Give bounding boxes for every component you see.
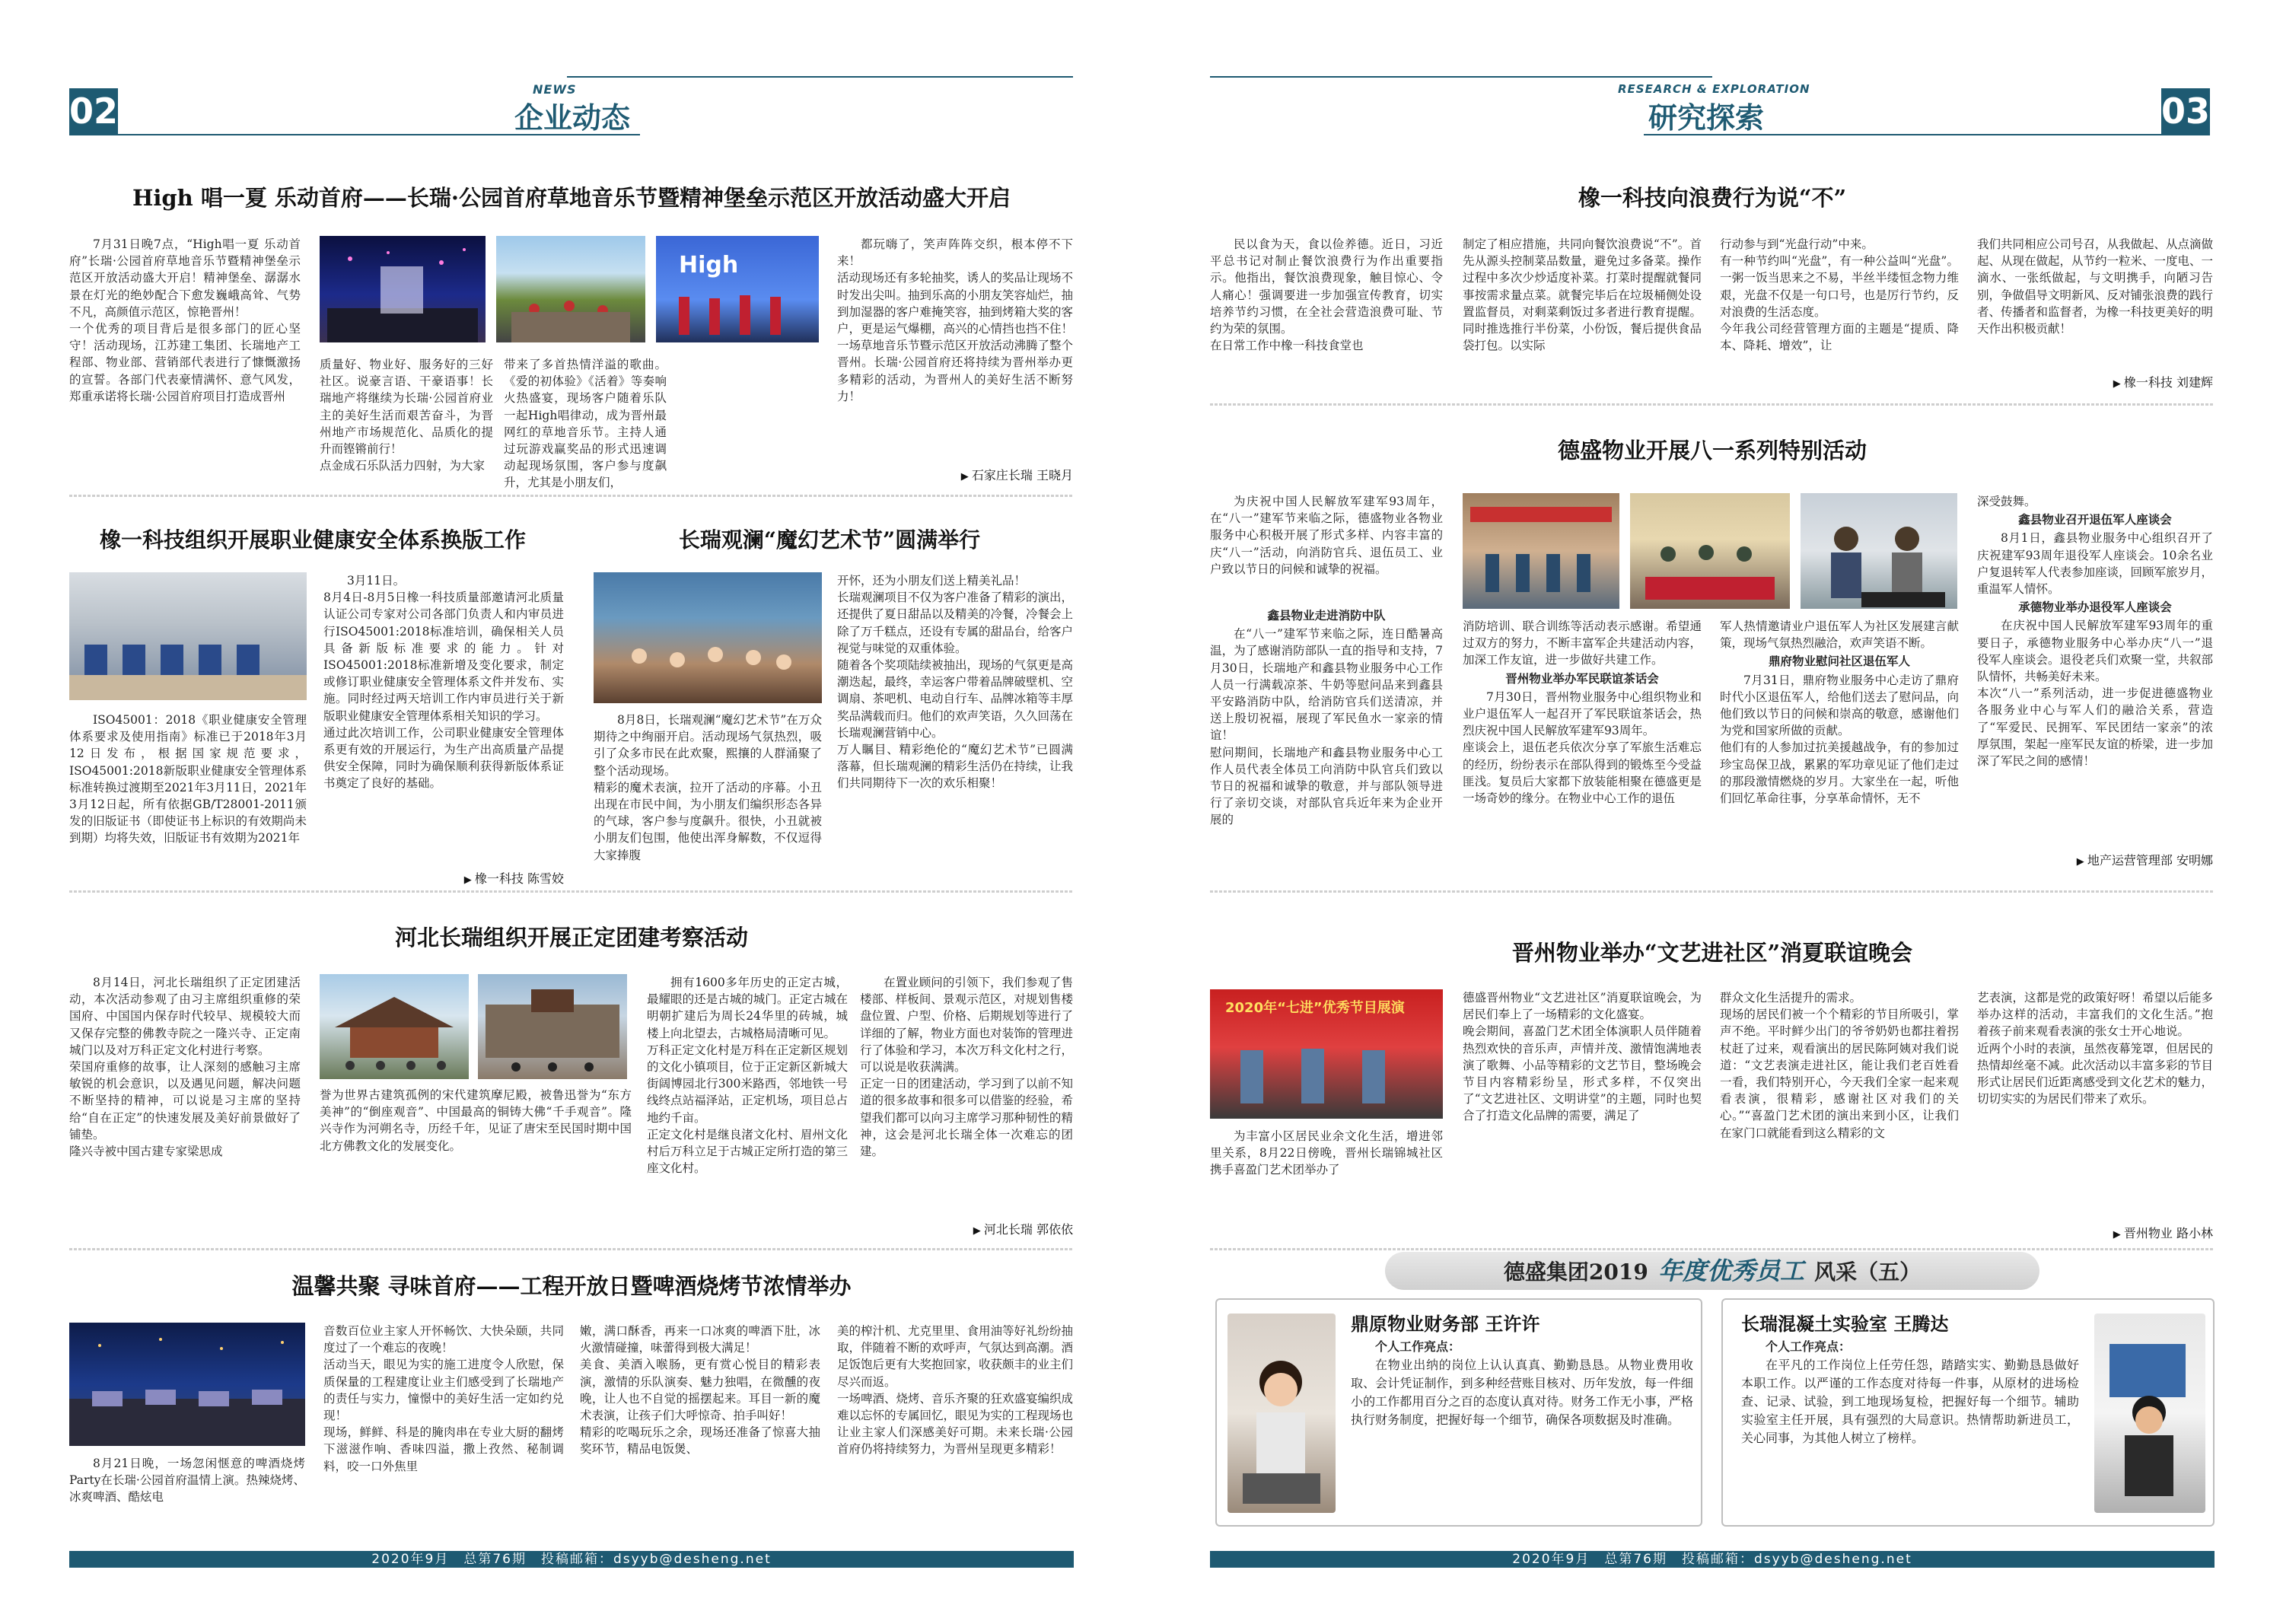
subheading: 鑫县物业召开退伍军人座谈会 (2018, 512, 2172, 527)
article-author: ▶ 地产运营管理部 安明娜 (1977, 851, 2213, 868)
crowd-outdoor-photo (496, 236, 645, 342)
header-rule-left-top (567, 76, 1073, 78)
employee-profile-card (1721, 1298, 2215, 1527)
subheading: 鼎府物业慰问社区退伍军人 (1768, 654, 1910, 669)
article-column: 8月8日，长瑞观澜“魔幻艺术节”在万众期待之中绚丽开启。活动现场气氛热烈，吸引了众多市民在此欢聚，熙攘的人群涌聚了整个活动现场。 精彩的魔术表演，拉开了活动的序幕。小丑出现在市民中间，为小朋友们编织形态各异的气球，客户参与度飙升。很快，小丑就被小朋友们包围，他使出浑身解数，不仅逗得大家捧腹 (594, 713, 822, 862)
banner-main: 年度优秀员工 (1657, 1256, 1804, 1285)
article-author: ▶ 橡一科技 刘建辉 (1977, 373, 2213, 390)
article-title: 德盛物业开展八一系列特别活动 (1557, 438, 1867, 463)
svg-text:2020年“七进”优秀节目展演: 2020年“七进”优秀节目展演 (1225, 1000, 1405, 1016)
article-column: 民以食为天，食以俭养德。近日，习近平总书记对制止餐饮浪费行为作出重要指示。他指出，餐饮浪费现象，触目惊心、令人痛心！强调要进一步加强宣传教育，切实培养节约习惯，在全社会营造浪费可耻、节约为荣的氛围。 在日常工作中橡一科技食堂也 (1210, 237, 1443, 353)
banner-prefix: 德盛集团2019 (1503, 1259, 1648, 1285)
article-column: 音数百位业主家人开怀畅饮、大快朵颐，共同度过了一个难忘的夜晚！ 活动当天，眼见为实的施工进度令人欣慰，保质保量的工程建度让业主们感受到了长瑞地产的责任与实力，憧憬中的美好生活一定如约兑现！ 现场，鲜鲜、科是的腌肉串在专业大厨的翻烤下滋滋作响、香味四溢，撒上孜然、秘制调料，咬一口外焦里 (323, 1324, 564, 1473)
article-column: 行动参与到“光盘行动”中来。 有一种节约叫“光盘”，有一种公益叫“光盘”。一粥一饭当思来之不易，半丝半缕恒念物力维艰，光盘不仅是一句口号，也是厉行节约，反对浪费的生活态度。 今年我公司经营管理方面的主题是“提质、降本、降耗、增效”，让 (1720, 237, 1959, 353)
section-separator (69, 890, 1074, 893)
fire-station-photo (1463, 493, 1619, 609)
employee-banner (1385, 1252, 2039, 1290)
svg-text:High: High (679, 252, 739, 279)
article-column: 为丰富小区居民业余文化生活，增进邻里关系，8月22日傍晚，晋州长瑞锦城社区携手喜盈门艺术团举办了 (1210, 1129, 1443, 1177)
article-column: 誉为世界古建筑孤例的宋代建筑摩尼殿，被鲁迅誉为“东方美神”的“倒座观音”、中国最高的铜铸大佛“千手观音”。隆兴寺作为河朔名寺，历经千年，见证了唐宋至民国时期中国北方佛教文化的发展变化。 (320, 1088, 632, 1153)
article-column: ISO45001：2018《职业健康安全管理体系要求及使用指南》标准已于2018年3月12日发布，根据国家规范要求，ISO45001:2018新版职业健康安全管理体系标准转换过渡期至2021年3月11日，2021年3月12日起，所有依据GB/T28001-2011颁发的旧版证书（即使证书上标识的有效期尚未到期）均将失效，旧版证书有效期为2021年 (69, 713, 307, 845)
article-column: 鑫县物业走进消防中队 在“八一”建军节来临之际，连日酷暑高温，为了感谢消防部队一直的指导和支持，7月30日，长瑞地产和鑫县物业服务中心工作人员一行满载凉茶、牛奶等慰问品来到鑫县平安路消防中队，给消防官兵们送清凉，并送上殷切祝福，展现了军民鱼水一家亲的情谊！ 慰问期间，长瑞地产和鑫县物业服务中心工作人员代表全体员工向消防中队官兵们致以节日的祝福和诚挚的敬意，并与部队领导进行了亲切交谈，对部队官兵近年来为企业开展的 (1210, 608, 1443, 827)
article-author: ▶ 河北长瑞 郭依依 (860, 1220, 1073, 1237)
section-separator (1210, 403, 2215, 406)
article-title: 橡一科技组织开展职业健康安全体系换版工作 (99, 527, 526, 552)
article-author: ▶ 石家庄长瑞 王晓月 (837, 466, 1073, 483)
footer-bar-right: 2020年9月 总第76期 投稿邮箱：dsyyb@desheng.net (1210, 1551, 2215, 1568)
article-title: 河北长瑞组织开展正定团建考察活动 (394, 925, 748, 951)
section-subtitle-left: NEWS (533, 82, 577, 97)
training-room-photo (69, 572, 307, 700)
page-number-right: 03 (2161, 88, 2210, 134)
article-title: 长瑞观澜“魔幻艺术节”圆满举行 (678, 527, 981, 552)
article-column: 制定了相应措施，共同向餐饮浪费说“不”。首先从源头控制菜品数量，避免过多备菜。操作过程中多次少炒适度补菜。打菜时提醒就餐同事按需求量点菜。就餐完毕后在垃圾桶侧处设置监督员，对剩菜剩饭过多者进行教育提醒。同时推选推行半份菜，小份饭，餐后提供食品袋打包。以实际 (1463, 237, 1702, 353)
article-column: 群众文化生活提升的需求。 现场的居民们被一个个精彩的节目所吸引，掌声不绝。平时鲜少出门的爷爷奶奶也都拄着拐杖赶了过来，观看演出的居民陈阿姨对我们说道：“文艺表演走进社区，能让我们老百姓看一看，我们特别开心，今天我们全家一起来观看表演，很精彩，感谢社区对我们的关心。”“喜盈门艺术团的演出来到小区，让我们在家门口就能看到这么精彩的文 (1720, 991, 1959, 1140)
article-title: 温馨共聚 寻味首府——工程开放日暨啤酒烧烤节浓情举办 (291, 1273, 852, 1299)
section-subtitle-right: RESEARCH & EXPLORATION (1618, 82, 1810, 96)
section-separator (69, 1248, 1074, 1250)
employee-name: 鼎原物业财务部 王许许 (1351, 1314, 1540, 1335)
employee-profile-card (1215, 1298, 1702, 1527)
employee-photo (1227, 1314, 1336, 1513)
employee-name: 长瑞混凝土实验室 王腾达 (1741, 1314, 1949, 1335)
article-column: 我们共同相应公司号召，从我做起、从点滴做起、从现在做起，从节约一粒米、一度电、一滴水、一张纸做起，与文明携手，向陋习告别，争做倡导文明新风、反对铺张浪费的践行者、传播者和监督者，为橡一科技更美好的明天作出积极贡献！ (1977, 237, 2214, 336)
article-column: 深受鼓舞。 鑫县物业召开退伍军人座谈会 8月1日，鑫县物业服务中心组织召开了庆祝建军93周年退役军人座谈会。10余名业户复退转军人代表参加座谈，回顾军旅岁月，重温军人情怀。 承德物业举办退役军人座谈会 在庆祝中国人民解放军建军93周年的重要日子，承德物业服务中心举办庆“八一”退役军人座谈会。退役老兵们欢聚一堂，共叙部队情怀，共畅美好未来。 本次“八一”系列活动，进一步促进德盛物业各服务业中心与军人们的融洽关系，营造了“军爱民、民拥军、军民团结一家亲”的浓厚氛围，架起一座军民友谊的桥梁，进一步加深了军民之间的感情！ (1977, 495, 2214, 769)
article-column: 8月14日，河北长瑞组织了正定团建活动，本次活动参观了由习主席组织重修的荣国府、中国国内保存时代较早、规模较大而又保存完整的佛教寺院之一隆兴寺、正定南城门以及对万科正定文化村进行考察。 荣国府重修的故事，让人深刻的感触习主席敏锐的机会意识，以及遇见问题，解决问题不断坚持的精神，可以说是习主席的坚持给“自在正定”的快速发展及美好前景做好了铺垫。 隆兴寺被中国古建专家梁思成 (69, 976, 301, 1159)
banner-suffix: 风采（五） (1814, 1259, 1922, 1285)
article-column: 拥有1600多年历史的正定古城，最耀眼的还是古城的城门。正定古城在明朝扩建后为周长24华里的砖城，城楼上向北望去，古城格局清晰可见。 万科正定文化村是万科在正定新区规划的文化小镇项目，位于正定新区新城大街阔博园北行300米路西，邻地铁一号线终点站福泽站，正定机场，项目总占地约千亩。 正定文化村是继良渚文化村、眉州文化村后万科立足于古城正定所打造的第三座文化村。 (647, 976, 848, 1176)
employee-photo (2094, 1314, 2205, 1513)
subheading: 承德物业举办退役军人座谈会 (2018, 600, 2172, 615)
bbq-party-photo (69, 1323, 305, 1446)
subheading: 晋州物业举办军民联谊茶话会 (1505, 670, 1659, 686)
article-column: 嫩，满口酥香，再来一口冰爽的啤酒下肚，冰火激情碰撞，味蕾得到极大满足！ 美食、美酒入喉肠，更有赏心悦目的精彩表演，激情的乐队演奏、魅力独唱，在微醺的夜晚，让人也不自觉的摇摆起来。耳目一新的魔术表演，让孩子们大呼惊奇、拍手叫好！ 精彩的吃喝玩乐之余，现场还准备了惊喜大抽奖环节，精品电饭煲、 (580, 1324, 820, 1457)
section-separator (1210, 1248, 2215, 1250)
article-column: 军人热情邀请业户退伍军人为社区发展建言献策，现场气氛热烈融洽，欢声笑语不断。 鼎府物业慰问社区退伍军人 7月31日，鼎府物业服务中心走访了鼎府时代小区退伍军人，给他们送去了慰问品，向他们致以节日的问候和崇高的敬意，感谢他们为党和国家所做的贡献。 他们有的人参加过抗美援越战争，有的参加过珍宝岛保卫战，累累的军功章见证了他们走过的那段激情燃烧的岁月。大家坐在一起，听他们回忆革命往事，分享革命情怀，无不 (1720, 619, 1959, 806)
article-column: 都玩嗨了，笑声阵阵交织，根本停不下来！ 活动现场还有多轮抽奖，诱人的奖品让现场不时发出尖叫。抽到乐高的小朋友笑容灿烂，抽到加湿器的客户难掩笑容，抽到烤箱大奖的客户，更是运气爆棚，高兴的心情挡也挡不住！ 一场草地音乐节暨示范区开放活动沸腾了整个晋州。长瑞·公园首府还将持续为晋州举办更多精彩的活动，为晋州人的美好生活不断努力！ (837, 237, 1074, 403)
article-author: ▶ 橡一科技 陈雪姣 (323, 869, 564, 887)
article-title: High 唱一夏 乐动首府——长瑞·公园首府草地音乐节暨精神堡垒示范区开放活动盛大开启 (132, 185, 1011, 211)
section-title-left: 企业动态 (514, 101, 631, 135)
article-column: 开怀，还为小朋友们送上精美礼品！ 长瑞观澜项目不仅为客户准备了精彩的演出，还提供了夏日甜品以及精美的冷餐，冷餐会上除了万千糕点，还设有专属的甜品台，给客户视觉与味觉的双重体验。 随着各个奖项陆续被抽出，现场的气氛更是高潮迭起，最终，幸运客户带着品牌破壁机、空调扇、茶吧机、电动自行车、品牌冰箱等丰厚奖品满载而归。他们的欢声笑语，久久回荡在长瑞观澜营销中心。 万人瞩目、精彩绝伦的“魔幻艺术节”已圆满落幕，但长瑞观澜的精彩生活仍在持续，让我们共同期待下一次的欢乐相聚！ (837, 574, 1074, 791)
city-wall-photo (478, 974, 627, 1079)
article-column: 德盛晋州物业“文艺进社区”消夏联谊晚会，为居民们奉上了一场精彩的文化盛宴。 晚会期间，喜盈门艺术团全体演职人员伴随着热烈欢快的音乐声，声情并茂、激情饱满地表演了歌舞、小品等精彩的文艺节目，整场晚会节目内容精彩纷呈，形式多样，不仅突出了“文艺进社区、文明讲堂”的主题，同时也契合了打造文化品牌的需要，满足了 (1463, 991, 1702, 1123)
article-column: 3月11日。 8月4日-8月5日橡一科技质量部邀请河北质量认证公司专家对公司各部门负责人和内审员进行ISO45001:2018标准培训，确保相关人员具备新版标准要求的能力。针对ISO45001:2018标准新增及变化要求，制定或修订职业健康安全管理体系文件并发布、实施。同时经过两天培训工作内审员进行关于新版职业健康安全管理体系相关知识的学习。 通过此次培训工作，公司职业健康安全管理体系更有效的开展运行，为生产出高质量产品提供安全保障，同时为确保顺利获得新版体系证书奠定了良好的基础。 (323, 574, 564, 791)
veteran-visit-photo (1801, 493, 1957, 609)
article-column: 质量好、物业好、服务好的三好社区。说豪言语、干豪语事！长瑞地产将继续为长瑞·公园首府业主的美好生活而艰苦奋斗，为晋州地产市场规范化、品质化的提升而铿锵前行！ 点金成石乐队活力四射，为大家 (320, 358, 493, 473)
article-column: 消防培训、联合训练等活动表示感谢。希望通过双方的努力，不断丰富军企共建活动内容，加深工作友谊，进一步做好共建工作。 晋州物业举办军民联谊茶话会 7月30日，晋州物业服务中心组织物业和业户退伍军人一起召开了军民联谊茶话会，热烈庆祝中国人民解放军建军93周年。 座谈会上，退伍老兵依次分享了军旅生活难忘的经历，纷纷表示在部队得到的锻炼至今受益匪浅。复员后大家都下放装能相聚在德盛更是一场奇妙的缘分。在物业中心工作的退伍 (1463, 619, 1702, 806)
article-column: 7月31日晚7点，“High唱一夏 乐动首府”长瑞·公园首府草地音乐节暨精神堡垒示范区开放活动盛大开启！精神堡垒、潺潺水景在灯光的绝妙配合下愈发巍峨高耸、气势不凡，高颜值示范区，惊艳晋州！ 一个优秀的项目背后是很多部门的匠心坚守！活动现场，江苏建工集团、长瑞地产工程部、物业部、营销部代表进行了慷慨激扬的宣誓。各部门代表豪情满怀、意气风发，郑重承诺将长瑞·公园首府项目打造成晋州 (69, 237, 301, 403)
article-column: 美的榨汁机、尤克里里、食用油等好礼纷纷抽取，伴随着不断的欢呼声，气氛达到高潮。酒足饭饱后更有大奖抱回家，收获颇丰的业主们尽兴而返。 一场啤酒、烧烤、音乐齐聚的狂欢盛宴编织成难以忘怀的专属回忆，眼见为实的工程现场也让业主家人们深感美好可期。未来长瑞·公园首府仍将持续努力，为晋州呈现更多精彩！ (837, 1324, 1074, 1457)
subheading: 鑫县物业走进消防中队 (1267, 608, 1386, 623)
article-column: 在置业顾问的引领下，我们参观了售楼部、样板间、景观示范区，对规划售楼盘位置、户型、价格、后期规划等进行了详细的了解，物业方面也对装饰的管理进行了体验和学习，本次万科文化村之行，可以说是收获满满。 正定一日的团建活动，学习到了以前不知道的很多故事和很多可以借鉴的经验，希望我们都可以向习主席学习那种韧性的精神，这会是河北长瑞全体一次难忘的团建。 (860, 976, 1073, 1159)
article-title: 橡一科技向浪费行为说“不” (1578, 185, 1847, 211)
concert-stage-photo (320, 236, 486, 342)
section-separator (1210, 890, 2215, 893)
stage-performance-photo (656, 236, 819, 342)
article-column: 艺表演，这都是党的政策好呀！希望以后能多举办这样的活动，丰富我们的文化生活。”抱着孩子前来观看表演的张女士开心地说。 近两个小时的表演，虽然夜幕笼罩，但居民的热情却丝毫不减。此次活动以丰富多彩的节目形式让居民们近距离感受到文化艺术的魅力，切切实实的为居民们带来了欢乐。 (1977, 991, 2214, 1107)
employee-highlights: 个人工作亮点： 在物业出纳的岗位上认认真真、勤勤恳恳。从物业费用收取、会计凭证制作，到多种经营账目核对、历年发放，每一件细小的工作都用百分之百的态度认真对待。财务工作无小事，严格执行财务制度，把握好每一个细节，确保各项数据及时准确。 (1351, 1339, 1693, 1427)
section-title-right: 研究探索 (1648, 101, 1765, 135)
section-separator (69, 495, 1074, 497)
temple-group-photo (320, 974, 469, 1079)
article-column: 8月21日晚，一场忽闲惬意的啤酒烧烤Party在长瑞·公园首府温情上演。热辣烧烤、冰爽啤酒、酷炫电 (69, 1457, 305, 1505)
article-column: 带来了多首热情洋溢的歌曲。《爱的初体验》《活着》等奏响火热盛宴，现场客户随着乐队一起High唱律动，成为晋州最网红的草地音乐节。主持人通过玩游戏赢奖品的形式迅速调动起现场氛围，客户参与度飙升，尤其是小朋友们， (504, 358, 667, 490)
article-column: 为庆祝中国人民解放军建军93周年，在“八一”建军节来临之际，德盛物业各物业服务中心积极开展了形式多样、内容丰富的庆“八一”活动，向消防官兵、退伍员工、业户致以节日的问候和诚挚的祝福。 (1210, 495, 1443, 576)
community-show-photo (1210, 989, 1443, 1119)
art-festival-photo (594, 572, 822, 703)
employee-highlights: 个人工作亮点： 在平凡的工作岗位上任劳任怨，踏踏实实、勤勤恳恳做好本职工作。以严谨的工作态度对待每一件事，从原材的进场检查、记录、试验，到工地现场复检，把握好每一个细节。辅助实验室主任开展，具有强烈的大局意识。热情帮助新进员工，关心同事，为其他人树立了榜样。 (1741, 1339, 2079, 1445)
page-number-left: 02 (69, 88, 118, 134)
header-rule-right-top (1210, 76, 1712, 78)
veterans-meeting-photo (1630, 493, 1790, 609)
footer-bar-left: 2020年9月 总第76期 投稿邮箱：dsyyb@desheng.net (69, 1551, 1074, 1568)
article-author: ▶ 晋州物业 路小林 (1977, 1224, 2213, 1241)
article-title: 晋州物业举办“文艺进社区”消夏联谊晚会 (1511, 940, 1913, 966)
